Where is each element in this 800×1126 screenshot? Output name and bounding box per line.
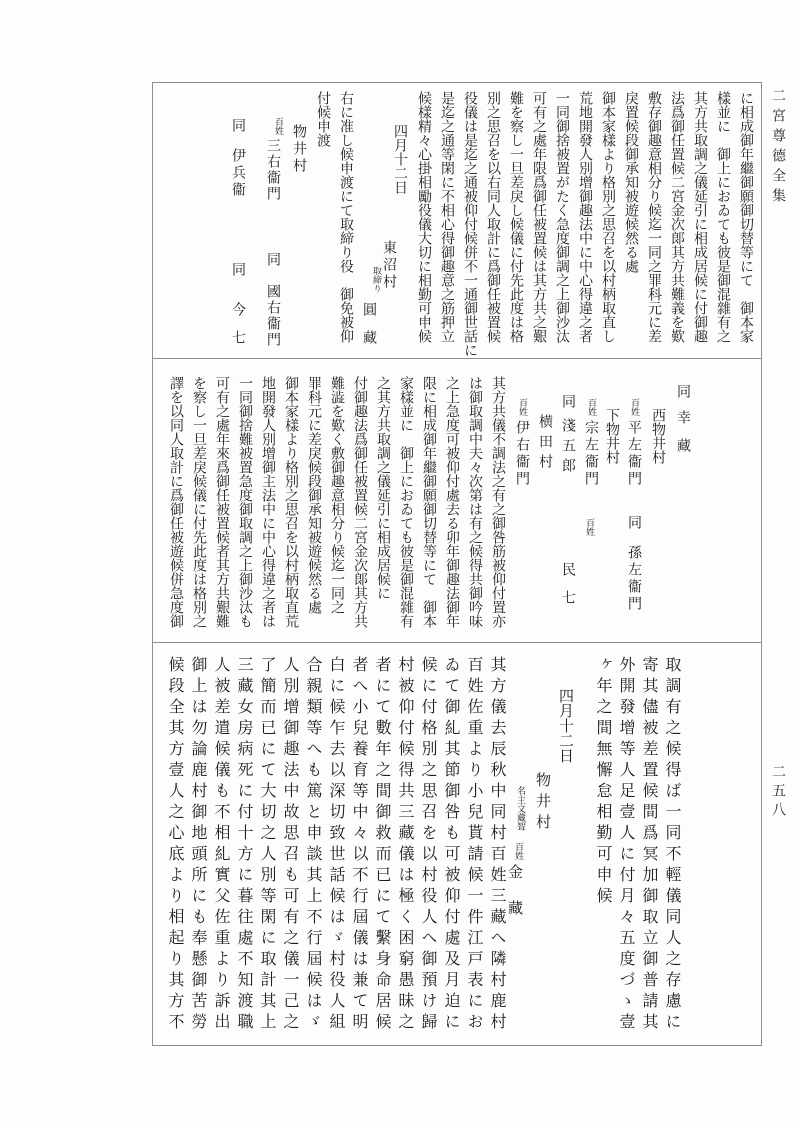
s2-line-1: 其方共儀不調法之有之御咎筋被仰付置亦 xyxy=(490,376,506,628)
s1-line-3: 其方共取調之儀延引に相成居候に付御趣 xyxy=(692,91,708,343)
s1-notice-line-1: 右に准し候申渡にて取締り役 御免被仰 xyxy=(338,91,354,343)
s3-village: 物井村 xyxy=(534,772,552,835)
s1-line-6: 戾置候段御承知被遊候然る處 xyxy=(623,91,639,273)
s1-line-15: 候樣精々心掛相勵役儀大切に相勤可申候 xyxy=(416,91,432,343)
s2-person-4-name: 宗左衞門 xyxy=(583,420,599,488)
s3-body-line-4: 候に付格別之思召を以村役人へ御預け歸 xyxy=(419,656,438,1034)
s3-body-line-14: 御上は勿論鹿村御地頭所にも奉懸御苦勞 xyxy=(189,656,208,1034)
s2-village-2: 下物井村 xyxy=(604,408,620,464)
book-title: 二宮尊德全集 xyxy=(770,88,786,208)
s3-body-line-5: 村被仰付候得共三藏儀は極く困窮愚昧之 xyxy=(396,656,415,1034)
s1-line-12: 別之思召を以右同人取計に爲御任被置候 xyxy=(485,91,501,343)
s3-body-line-7: 者へ小兒養育等中々以不行屆儀は兼て明 xyxy=(350,656,369,1034)
s1-official-name: 圓 藏 xyxy=(361,302,377,344)
s1-line-13: 役儀は是迄之通被仰付候併不一通御世話に xyxy=(462,91,478,357)
s2-line-15: 譯を以同人取計に爲御任被遊候併急度御 xyxy=(168,376,184,628)
s3-line-2: 寄其儘被差置候間爲冥加御取立御普請其 xyxy=(640,656,659,1034)
s2-person-3-role: 同 xyxy=(626,515,642,529)
s3-line-3: 外開發增等人足壹人に付月々五度づゝ壹 xyxy=(617,656,636,1034)
s3-body-line-3: ゐて御糺其節御咎も可被仰付處及月迫に xyxy=(442,656,461,1034)
s2-line-3: 之上急度可被仰付處去る卯年御趣法御年 xyxy=(444,376,460,628)
s2-person-1-role: 同 xyxy=(675,384,691,398)
s2-line-8: 難澁を歎く敷御趣意相分り候迄一同之 xyxy=(329,376,345,614)
s3-date: 四月十二日 xyxy=(557,688,575,763)
s3-body-line-1: 其方儀去辰秋中同村百姓三藏へ隣村鹿村 xyxy=(488,656,507,1034)
s2-line-4: 限に相成御年繼御願御切替等にて 御本 xyxy=(421,376,437,628)
s1-person-4-role: 同 xyxy=(230,262,246,276)
s1-person-3-name: 伊兵衞 xyxy=(230,148,246,199)
s2-person-7-name: 伊右衞門 xyxy=(514,420,530,488)
s3-body-line-6: 者にて數年之間御救而已にて繫身命居候 xyxy=(373,656,392,1034)
s2-line-11: 地開發人別增御主法中に中心得違之者は xyxy=(260,376,276,628)
s2-person-1-name: 幸 藏 xyxy=(675,410,691,452)
s1-line-11: 難を察し一旦差戾し候儀に付先此度は格 xyxy=(508,91,524,343)
s2-person-4-role: 百姓 xyxy=(586,398,596,416)
s2-village-1: 西物井村 xyxy=(650,408,666,464)
page-number: 二五八 xyxy=(770,764,786,821)
s2-line-7: 付御趣法爲御任被置候二宮金次郞其方共 xyxy=(352,376,368,628)
s3-person-role: 百姓 xyxy=(513,842,523,860)
s2-line-6: 之其方共取調之儀延引に相成居候に xyxy=(375,376,391,600)
s1-line-4: 法爲御任置候二宮金次郞其方共難義を歎 xyxy=(669,91,685,343)
s1-village-2: 物井村 xyxy=(291,124,307,175)
s2-person-5-role: 百姓 xyxy=(584,518,594,536)
s1-person-2-role: 同 xyxy=(265,252,281,266)
s3-body-line-15: 候段全其方壹人之心底より相起り其方不 xyxy=(166,656,185,1034)
s3-person-note: 名主文藏聟 xyxy=(515,786,525,831)
s1-line-5: 敷存御趣意相分り候迄一同之罪科元に差 xyxy=(646,91,662,343)
s2-person-6-role: 同 xyxy=(560,394,576,408)
tier-divider-1 xyxy=(152,358,762,359)
s3-body-line-2: 百姓佐重より小兒貰請候一件江戸表にお xyxy=(465,656,484,1034)
s1-date: 四月十二日 xyxy=(392,124,408,194)
s1-line-9: 一同御捨被置がたく急度御調之上御沙汰 xyxy=(554,91,570,343)
tier-divider-2 xyxy=(152,642,762,643)
s2-line-10: 御本家樣より格別之思召を以村柄取直荒 xyxy=(283,376,299,628)
s3-body-line-8: 白に候乍去以深切致世話候はゞ村役人組 xyxy=(327,656,346,1034)
s3-body-line-12: 三藏女房病死に付十方に暮往處不知渡職 xyxy=(235,656,254,1034)
s2-line-5: 家樣並に 御上におゐても彼是御混雜有 xyxy=(398,376,414,628)
s1-line-2: 樣並に 御上におゐても彼是御混雜有之 xyxy=(715,91,731,343)
s1-line-14: 是迄之通等閑に不相心得御趣意之筋押立 xyxy=(439,91,455,343)
s2-person-2-name: 平左衞門 xyxy=(626,420,642,488)
s1-village: 東沼村 xyxy=(381,240,397,291)
s1-person-3-role: 同 xyxy=(230,118,246,132)
s1-line-7: 御本家樣より格別之思召を以村柄取直し xyxy=(600,91,616,343)
s1-person-1-role: 百姓 xyxy=(273,117,283,135)
s2-line-13: 可有之處年來爲御任被置候者其方共艱難 xyxy=(214,376,230,628)
s3-line-1: 取調有之候得ば一同不輕儀同人之存慮に xyxy=(663,656,682,1034)
s2-village-3: 横田村 xyxy=(537,414,553,474)
s1-official-title: 取締り xyxy=(371,266,381,293)
s1-person-4-name: 今 七 xyxy=(230,302,246,344)
s1-line-10: 可有之處年限爲御任被置候は其方共之艱 xyxy=(531,91,547,343)
s2-person-5-name: 民 七 xyxy=(560,562,576,604)
s3-body-line-9: 合親類等へも篤と申談其上不行屆候はゞ xyxy=(304,656,323,1034)
s2-person-3-name: 孫左衞門 xyxy=(626,545,642,613)
s2-person-7-role: 百姓 xyxy=(517,398,527,416)
s1-person-1-name: 三右衞門 xyxy=(265,138,281,202)
s3-body-line-11: 了簡而已にて大切之人別等閑に取計其上 xyxy=(258,656,277,1034)
s2-line-2: は御取調中夫々次第は有之候得共御吟味 xyxy=(467,376,483,628)
s3-body-line-13: 人被差遣候儀も不相糺實父佐重より訴出 xyxy=(212,656,231,1034)
s2-person-6-name: 淺五郎 xyxy=(560,418,576,478)
s3-body-line-10: 人別增御趣法中故思召も可有之儀一己之 xyxy=(281,656,300,1034)
s2-line-9: 罪科元に差戾候段御承知被遊候然る處 xyxy=(306,376,322,614)
s2-line-14: を察し一旦差戾候儀に付先此度は格別之 xyxy=(191,376,207,628)
s1-line-8: 荒地開發人別增御趣法中に中心得違之者 xyxy=(577,91,593,343)
s3-line-4: ヶ年之間無懈怠相勤可申候 xyxy=(594,656,613,908)
s1-line-1: に相成御年繼御願御切替等にて 御本家 xyxy=(738,91,754,343)
s1-notice-line-2: 付候申渡 xyxy=(315,91,331,147)
s2-line-12: 一同御捨難被置急度御取調之上御沙汰も xyxy=(237,376,253,628)
s3-person-name: 金 藏 xyxy=(506,864,524,918)
s2-person-2-role: 百姓 xyxy=(629,398,639,416)
s1-person-2-name: 國右衞門 xyxy=(265,284,281,348)
